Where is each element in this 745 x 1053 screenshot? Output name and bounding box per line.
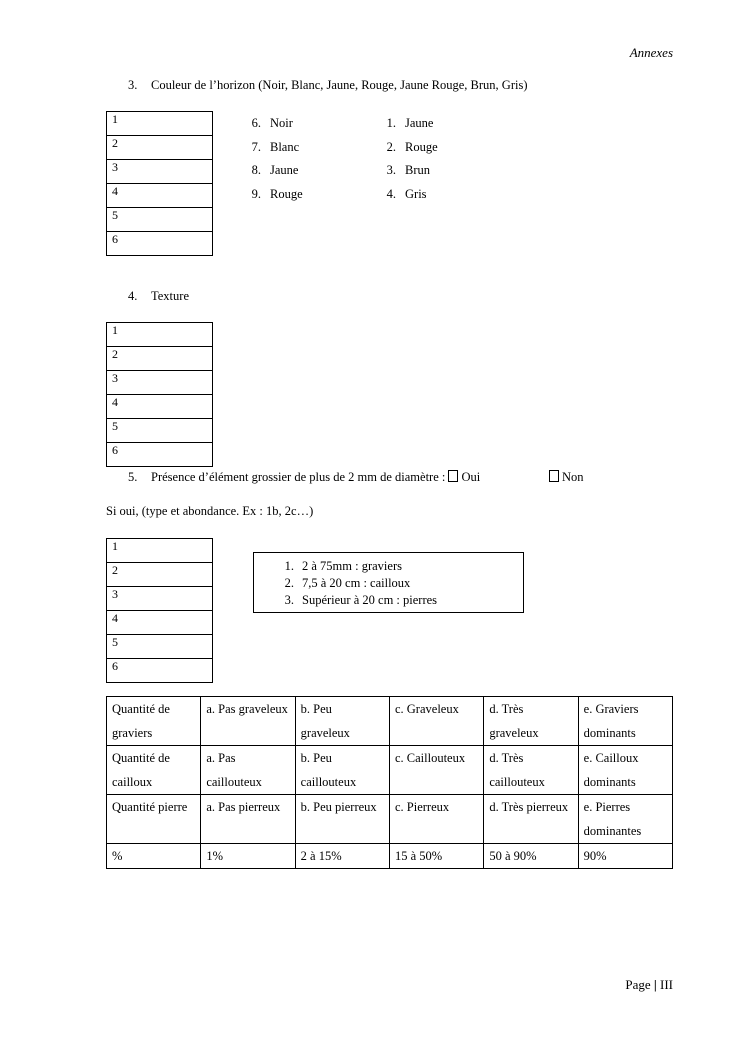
table-row [107, 323, 213, 347]
list-number: 7. [251, 139, 261, 154]
abundance-table [106, 696, 673, 869]
table-cell: 1 [107, 323, 213, 347]
list-label: Rouge [270, 186, 303, 201]
page-footer [625, 977, 673, 993]
list-number: 9. [251, 186, 261, 201]
list-label: Blanc [270, 139, 300, 154]
no-option-label: Non [562, 470, 584, 484]
table-cell: 2 [107, 347, 213, 371]
texture-table [106, 322, 213, 467]
section-4-number: 4. [128, 289, 138, 303]
table-row [107, 419, 213, 443]
section-4-title: Texture [151, 289, 189, 303]
list-number: 1. [386, 116, 396, 130]
table-cell: 3 [107, 160, 213, 184]
table-row [107, 697, 673, 746]
page-separator: | [653, 977, 657, 992]
table-cell: 3 [107, 587, 213, 611]
coarse-element-legend [253, 552, 524, 613]
table-cell: e. Pierres dominantes [578, 795, 672, 844]
list-label: Gris [405, 186, 427, 201]
section-3-heading [128, 78, 528, 93]
list-item [239, 112, 303, 136]
table-cell: a. Pas pierreux [201, 795, 295, 844]
list-item [374, 112, 438, 136]
section-3-title: Couleur de l’horizon (Noir, Blanc, Jaune, Rouge, Jaune Rouge, Brun, Gris) [151, 78, 528, 92]
table-row [107, 232, 213, 256]
list-item [239, 183, 303, 207]
table-cell: c. Graveleux [389, 697, 483, 746]
table-cell: 5 [107, 208, 213, 232]
table-cell: Quantité de graviers [107, 697, 201, 746]
table-row [107, 208, 213, 232]
list-number: 1. [284, 559, 294, 573]
table-row [107, 184, 213, 208]
table-cell: 2 [107, 136, 213, 160]
table-cell: Quantité de cailloux [107, 746, 201, 795]
table-cell: e. Graviers dominants [578, 697, 672, 746]
list-label: Rouge [405, 139, 438, 154]
table-cell: d. Très caillouteux [484, 746, 578, 795]
table-cell: 4 [107, 611, 213, 635]
table-cell: a. Pas graveleux [201, 697, 295, 746]
yes-option-label: Oui [461, 470, 481, 484]
table-cell: 1% [201, 844, 295, 869]
color-list-right [374, 112, 438, 206]
table-cell: a. Pas caillouteux [201, 746, 295, 795]
list-item [254, 575, 523, 592]
list-label: Jaune [405, 116, 434, 130]
yes-checkbox[interactable] [448, 470, 458, 482]
color-list-left [239, 112, 303, 206]
table-row [107, 611, 213, 635]
table-cell: 2 à 15% [295, 844, 389, 869]
table-cell: 5 [107, 635, 213, 659]
list-label: Supérieur à 20 cm : pierres [302, 593, 438, 607]
table-cell: 15 à 50% [389, 844, 483, 869]
table-cell: d. Très graveleux [484, 697, 578, 746]
table-cell: 50 à 90% [484, 844, 578, 869]
table-row [107, 112, 213, 136]
list-item [374, 136, 438, 160]
table-row [107, 347, 213, 371]
table-row [107, 795, 673, 844]
table-row [107, 635, 213, 659]
table-row [107, 539, 213, 563]
table-cell: 4 [107, 184, 213, 208]
list-number: 3. [284, 593, 294, 607]
list-label: Jaune [270, 163, 299, 177]
list-number: 3. [386, 163, 396, 177]
table-cell: b. Peu pierreux [295, 795, 389, 844]
running-header: Annexes [629, 45, 673, 60]
list-item [374, 183, 438, 207]
list-item [254, 558, 523, 575]
table-cell: 4 [107, 395, 213, 419]
list-number: 8. [251, 163, 261, 177]
list-item [239, 159, 303, 183]
table-cell: b. Peu caillouteux [295, 746, 389, 795]
list-number: 2. [386, 139, 396, 154]
color-horizon-table [106, 111, 213, 256]
list-number: 4. [386, 186, 396, 201]
table-cell: 3 [107, 371, 213, 395]
table-cell: e. Cailloux dominants [578, 746, 672, 795]
section-5-number: 5. [128, 470, 138, 484]
list-item [239, 136, 303, 160]
table-row [107, 371, 213, 395]
table-cell: Quantité pierre [107, 795, 201, 844]
table-row [107, 659, 213, 683]
table-cell: d. Très pierreux [484, 795, 578, 844]
list-label: 2 à 75mm : graviers [302, 559, 402, 573]
table-cell: 90% [578, 844, 672, 869]
list-item [254, 592, 523, 609]
table-cell: b. Peu graveleux [295, 697, 389, 746]
table-cell: 6 [107, 232, 213, 256]
table-cell: 2 [107, 563, 213, 587]
table-cell: 1 [107, 539, 213, 563]
table-row [107, 395, 213, 419]
table-row [107, 136, 213, 160]
table-row [107, 160, 213, 184]
section-5-subtitle: Si oui, (type et abondance. Ex : 1b, 2c…) [106, 504, 314, 518]
table-row [107, 563, 213, 587]
section-5-title: Présence d’élément grossier de plus de 2 mm de diamètre : [151, 470, 446, 484]
table-cell: 5 [107, 419, 213, 443]
table-row [107, 844, 673, 869]
table-row [107, 443, 213, 467]
table-cell: % [107, 844, 201, 869]
list-item [374, 159, 438, 183]
list-label: Brun [405, 163, 430, 177]
page-label: Page [625, 977, 651, 992]
list-label: 7,5 à 20 cm : cailloux [302, 576, 411, 590]
section-4-heading [128, 289, 189, 304]
section-3-number: 3. [128, 78, 138, 92]
table-cell: c. Pierreux [389, 795, 483, 844]
no-option [549, 470, 584, 485]
section-5-heading [128, 470, 480, 485]
table-cell: 6 [107, 443, 213, 467]
coarse-element-table [106, 538, 213, 683]
table-row [107, 746, 673, 795]
list-number: 2. [284, 576, 294, 590]
table-row [107, 587, 213, 611]
list-label: Noir [270, 116, 293, 130]
table-cell: 6 [107, 659, 213, 683]
table-cell: 1 [107, 112, 213, 136]
no-checkbox[interactable] [549, 470, 559, 482]
table-cell: c. Caillouteux [389, 746, 483, 795]
list-number: 6. [251, 116, 261, 130]
page-number: III [660, 977, 673, 992]
